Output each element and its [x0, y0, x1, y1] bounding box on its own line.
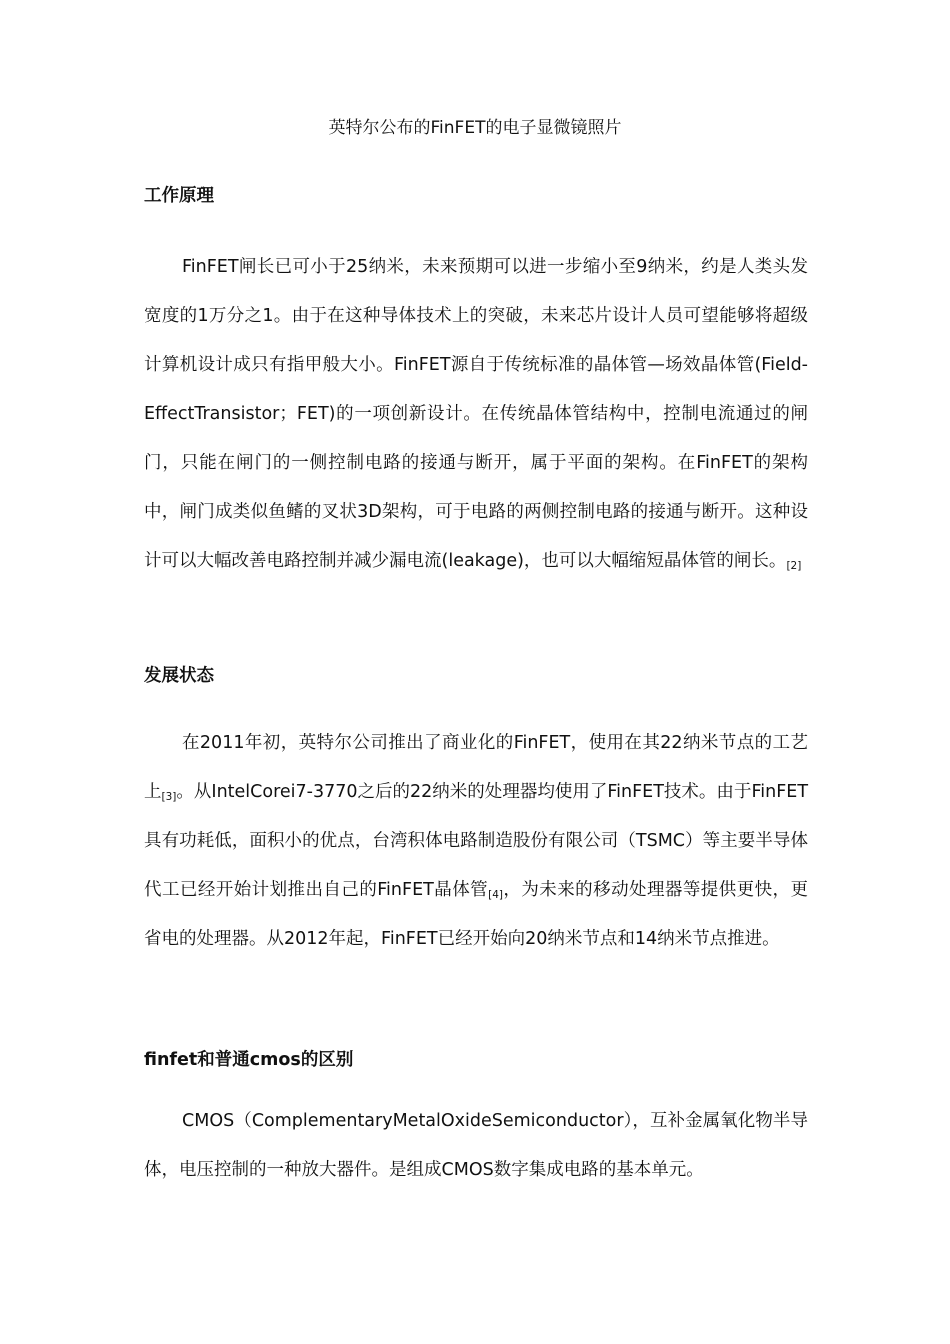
- paragraph-text: 在2011年初，英特尔公司推出了商业化的FinFET，使用在其22纳米节点的工艺上: [144, 733, 808, 802]
- paragraph-development-status: [144, 719, 808, 964]
- figure-caption: 英特尔公布的FinFET的电子显微镜照片: [328, 118, 622, 138]
- reference-link-3[interactable]: [3]: [161, 791, 177, 803]
- paragraph-working-principle: [144, 243, 808, 586]
- reference-link-2[interactable]: [2]: [786, 560, 802, 572]
- reference-link-4[interactable]: [4]: [488, 889, 503, 901]
- paragraph-text: ，为未来的移动处理器等提供更快，更省电的处理器。从2012年起，FinFET已经开始向20纳米节点和14纳米节点推进。: [144, 880, 808, 949]
- paragraph-text: 。从IntelCorei7-3770之后的22纳米的处理器均使用了FinFET技术。由于FinFET具有功耗低，面积小的优点，台湾积体电路制造股份有限公司（TSMC）等主要半导体代工已经开始计划推出自己的FinFET晶体管: [144, 782, 809, 900]
- paragraph-finfet-vs-cmos: [144, 1097, 808, 1195]
- section-heading-development-status: 发展状态: [144, 666, 214, 686]
- paragraph-text: FinFET闸长已可小于25纳米，未来预期可以进一步缩小至9纳米，约是人类头发宽度的1万分之1。由于在这种导体技术上的突破，未来芯片设计人员可望能够将超级计算机设计成只有指甲般大小。FinFET源自于传统标准的晶体管—场效晶体管(Field-EffectTransistor；FET)的一项创新设计。在传统晶体管结构中，控制电流通过的闸门，只能在闸门的一侧控制电路的接通与断开，属于平面的架构。在FinFET的架构中，闸门成类似鱼鳍的叉状3D架构，可于电路的两侧控制电路的接通与断开。这种设计可以大幅改善电路控制并减少漏电流(leakage)，也可以大幅缩短晶体管的闸长。: [144, 257, 808, 571]
- section-heading-finfet-vs-cmos: finfet和普通cmos的区别: [144, 1050, 354, 1070]
- section-heading-working-principle: 工作原理: [144, 186, 214, 206]
- paragraph-text: CMOS（ComplementaryMetalOxideSemiconductor），互补金属氧化物半导体，电压控制的一种放大器件。是组成CMOS数字集成电路的基本单元。: [144, 1111, 808, 1180]
